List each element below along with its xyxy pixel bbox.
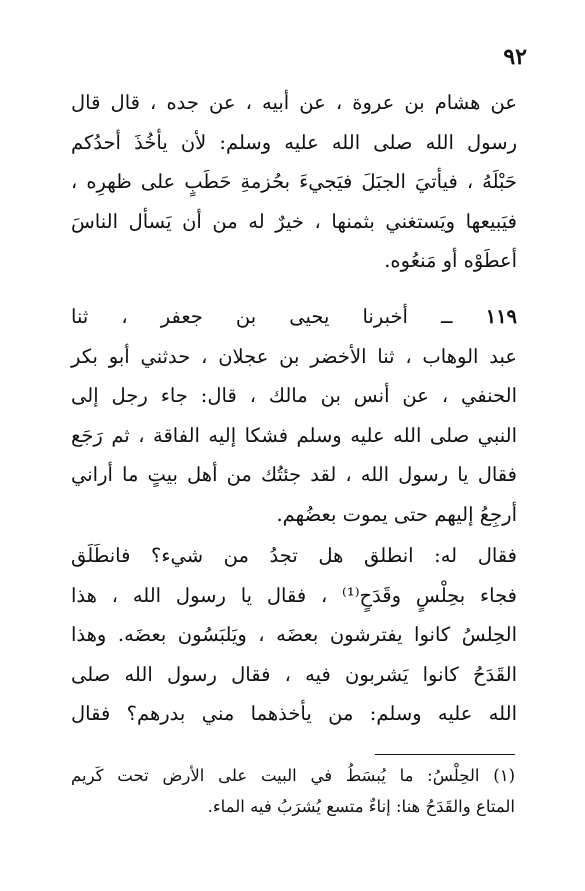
page-number: ٩٢ [503, 44, 527, 70]
text-line: القَدَحُ كانوا يَشربون فيه ، فقال رسول الله صلى [71, 662, 517, 686]
text-line: أرجِعُ إليهم حتى يموت بعضُهم. [276, 502, 517, 526]
text-line: رسول الله صلى الله عليه وسلم: لأن يأخُذَ أحدُكم [71, 130, 517, 154]
text-line: فجاء بحِلْسٍ وقَدَحٍ⁽¹⁾ ، فقال يا رسول الله ، هذا [71, 583, 517, 607]
footnotes [71, 760, 515, 822]
text-line: فيَبيعها ويَستغني بثمنها ، خيرٌ له من أن يَسأل الناسَ [71, 209, 517, 233]
text-line: الله عليه وسلم: من يأخذهما مني بدرهم؟ فقال [71, 702, 517, 725]
text-line: الحِلسُ كانوا يفترشون بعضَه ، ويَلبَسُون بعضَه. وهذا [71, 623, 517, 646]
heading-text: ــ أخبرنا يحيى بن جعفر ، ثنا [71, 305, 453, 328]
footnote-line: المتاع والقَدَحُ هنا: إناءٌ متسع يُشرَبُ فيه الماء. [207, 797, 515, 816]
text-line: فقال له: انطلق هل تجدُ من شيء؟ فانطَلَق [71, 544, 517, 567]
text-line: النبي صلى الله عليه وسلم فشكا إليه الفاقة ، ثم رَجَع [71, 423, 517, 447]
hadith-number: ١١٩ [485, 305, 518, 328]
footnote-divider [375, 754, 515, 755]
footnote-line: (١) الحِلْسُ: ما يُبسَطُ في البيت على الأرض تحت كَريم [71, 766, 515, 785]
paragraph-2 [71, 297, 517, 534]
paragraph-1 [71, 83, 517, 281]
text-line: أعطَوْه أو مَنعُوه. [384, 249, 517, 272]
text-line: عبد الوهاب ، ثنا الأخضر بن عجلان ، حدثني أبو بكر [71, 344, 517, 368]
paragraph-3 [71, 536, 517, 734]
text-line: فقال يا رسول الله ، لقد جئتُك من أهل بيتٍ ما أراني [71, 463, 517, 486]
text-line: الحنفي ، عن أنس بن مالك ، قال: جاء رجل إلى [71, 384, 517, 407]
hadith-heading-line [71, 297, 517, 337]
text-line: عن هشام بن عروة ، عن أبيه ، عن جده ، قال قال [71, 91, 517, 114]
text-line: حَبْلَهُ ، فيأتيَ الجبَلَ فيَجيءَ بحُزمةِ حَطَبٍ على ظهرِه ، [71, 170, 517, 193]
